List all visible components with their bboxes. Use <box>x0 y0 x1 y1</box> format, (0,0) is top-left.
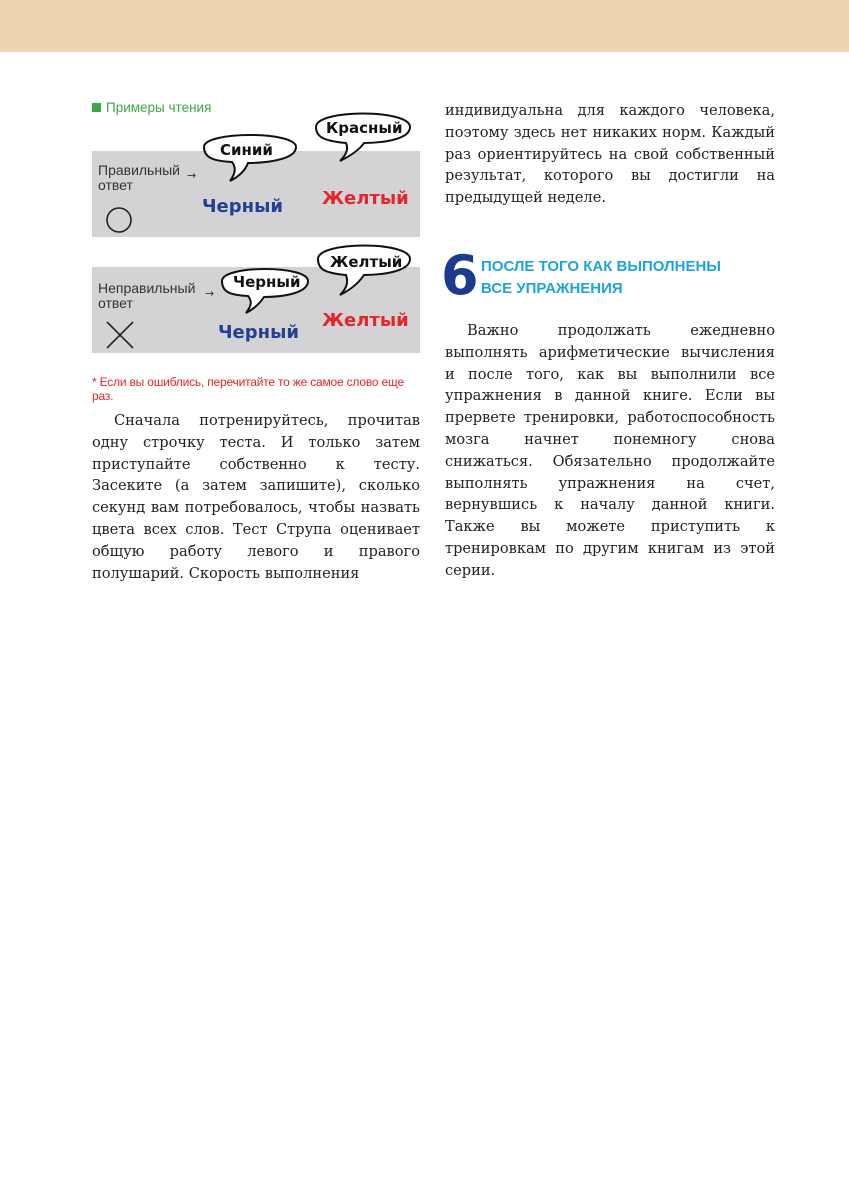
incorrect-example-panel <box>92 253 420 353</box>
bubble-text-black: Черный <box>233 273 301 291</box>
section-paragraph: Важно продолжать ежедневно выполнять арифметические вычисления и после того, как вы выполнили все упражнения в данной книге. Если вы прервете тренировки, работоспособность мозга начнет понемногу снова снижаться. Обязательно продолжайте выполнять упражнения на счет, вернувшись к началу данной книги. Также вы можете приступить к тренировкам по другим книгам из этой серии. <box>445 321 775 579</box>
examples-title: Примеры чтения <box>106 100 212 115</box>
arrow-right-icon: → <box>187 169 197 182</box>
section-number: 6 <box>441 243 479 307</box>
cross-icon <box>105 320 135 350</box>
arrow-right-icon: → <box>205 287 215 300</box>
green-square-icon <box>92 103 101 112</box>
word-black: Черный <box>202 196 283 217</box>
bubble-text-red: Красный <box>326 119 403 137</box>
bubble-text-yellow: Желтый <box>330 253 403 271</box>
speech-bubble-icon <box>218 261 314 323</box>
correct-example-panel <box>92 119 420 237</box>
circle-icon <box>105 206 133 234</box>
word-yellow: Желтый <box>322 188 409 209</box>
header-band <box>0 0 849 52</box>
correct-answer-label: Правильный ответ <box>98 162 180 193</box>
right-column <box>441 100 775 582</box>
word-black: Черный <box>218 322 299 343</box>
left-column <box>92 100 420 584</box>
section-title: ПОСЛЕ ТОГО КАК ВЫПОЛНЕНЫ ВСЕ УПРАЖНЕНИЯ <box>481 257 721 297</box>
section-heading <box>441 243 775 307</box>
word-yellow: Желтый <box>322 310 409 331</box>
left-paragraph: Сначала потренируйтесь, прочитав одну строчку теста. И только затем приступайте собственно к тесту. Засеките (а затем запишите), сколько секунд вам потребовалось, чтобы назвать цвета всех слов. Тест Струпа оценивает общую работу левого и правого полушарий. Скорость выполнения <box>92 412 420 582</box>
bubble-text-blue: Синий <box>220 141 273 159</box>
retry-note: * Если вы ошиблись, перечитайте то же самое слово еще раз. <box>92 375 404 403</box>
incorrect-answer-label: Неправильный ответ <box>98 280 196 311</box>
right-paragraph: индивидуальна для каждого человека, поэтому здесь нет никаких норм. Каждый раз ориентируйтесь на свой собственный результат, которого вы достигли на предыдущей неделе. <box>445 102 775 207</box>
